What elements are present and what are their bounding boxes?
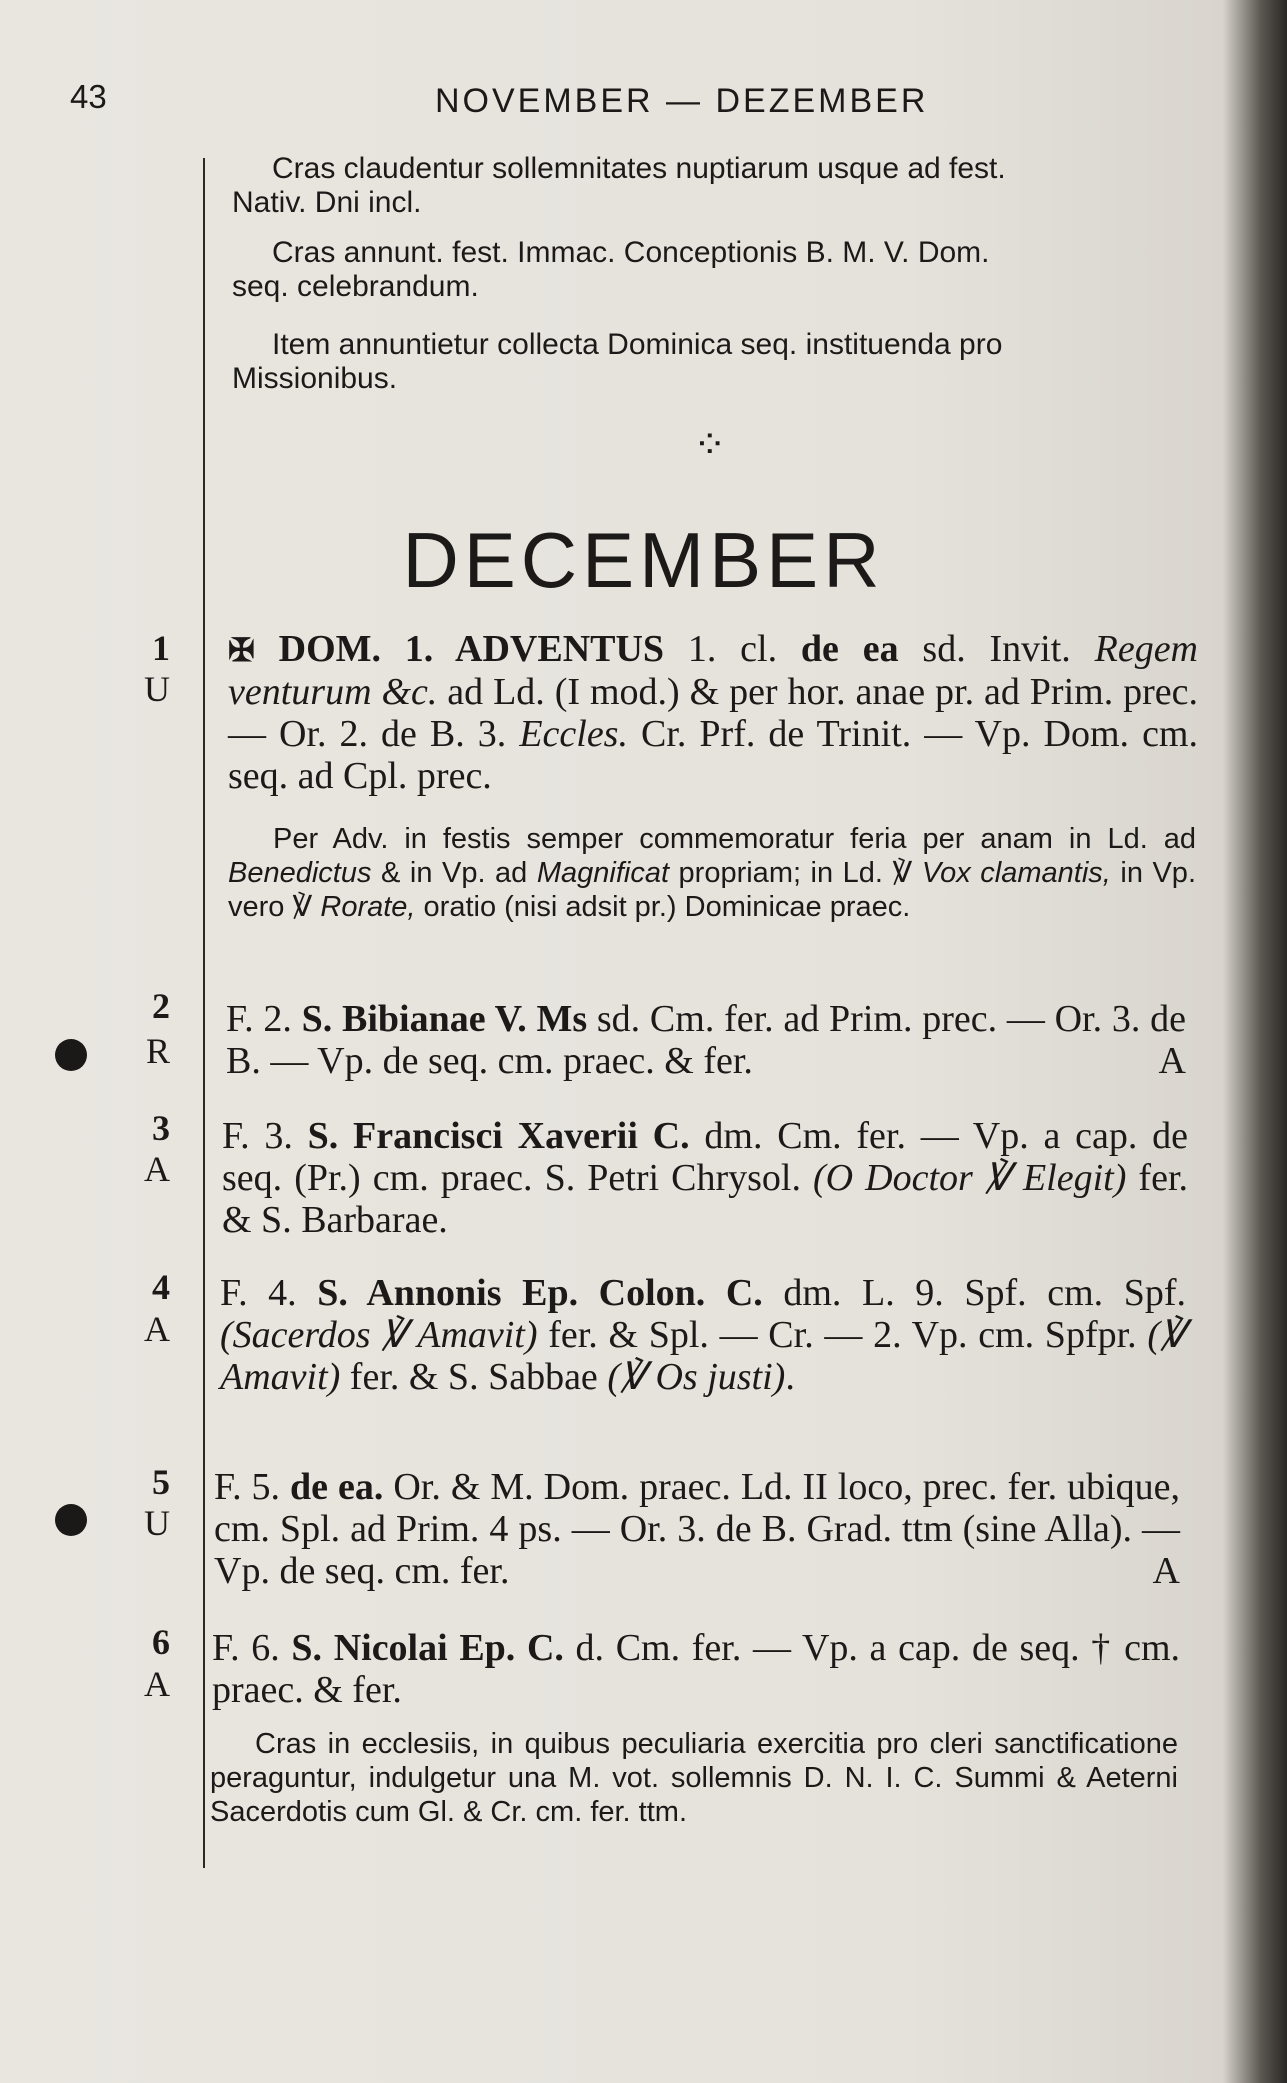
- day-letter: A: [144, 1309, 170, 1349]
- day-number: 5: [152, 1462, 170, 1502]
- moon-phase-icon: [55, 1039, 87, 1071]
- day-number: 4: [152, 1267, 170, 1307]
- entry-day-5: F. 5. de ea. Or. & M. Dom. praec. Ld. II loco, prec. fer. ubique, cm. Spl. ad Prim. 4 ps. — Or. 3. de B. Grad. ttm (sine Alla). — Vp. de seq. cm. fer. A: [214, 1466, 1181, 1592]
- notice-3: Item annuntietur collecta Dominica seq. instituenda pro Missionibus.: [232, 328, 1003, 395]
- rubric-note-day-1: Per Adv. in festis semper commemoratur feria per anam in Ld. ad Benedictus & in Vp. ad Magnificat propriam; in Ld. ℣ Vox clamantis, in Vp. vero ℣ Rorate, oratio (nisi adsit pr.) Dominicae praec.: [228, 823, 1196, 923]
- month-title: DECEMBER: [402, 516, 885, 604]
- notice-1: Cras claudentur sollemnitates nuptiarum usque ad fest. Nativ. Dni incl.: [232, 152, 1006, 219]
- rubric-note-day-6: Cras in ecclesiis, in quibus peculiaria exercitia pro cleri sanctificatione peraguntur, indulgetur una M. vot. sollemnis D. N. I. C. Summi & Aeterni Sacerdotis cum Gl. & Cr. cm. fer. ttm.: [210, 1728, 1178, 1828]
- end-marker: A: [1152, 1550, 1180, 1592]
- day-letter: A: [144, 1664, 170, 1704]
- moon-phase-icon: [55, 1504, 87, 1536]
- entry-day-6: F. 6. S. Nicolai Ep. C. d. Cm. fer. — Vp. a cap. de seq. † cm. praec. & fer.: [212, 1627, 1181, 1711]
- day-letter: R: [145, 1031, 170, 1071]
- day-number: 3: [152, 1108, 170, 1148]
- running-header: NOVEMBER — DEZEMBER: [435, 82, 929, 120]
- cross-icon: ✠: [228, 632, 255, 668]
- day-number: 6: [152, 1622, 170, 1662]
- day-number: 2: [152, 986, 170, 1026]
- day-number: 1: [152, 628, 170, 668]
- day-letter: U: [144, 1503, 170, 1543]
- day-letter: U: [144, 669, 170, 709]
- margin-rule: [203, 158, 205, 1868]
- end-marker: A: [1158, 1040, 1186, 1082]
- entry-day-4: F. 4. S. Annonis Ep. Colon. C. dm. L. 9. Spf. cm. Spf. (Sacerdos ℣ Amavit) fer. & Spl. — Cr. — 2. Vp. cm. Spfpr. (℣ Amavit) fer. & S. Sabbae (℣ Os justi).: [220, 1272, 1186, 1398]
- page-number: 43: [70, 78, 107, 115]
- entry-day-2: F. 2. S. Bibianae V. Ms sd. Cm. fer. ad Prim. prec. — Or. 3. de B. — Vp. de seq. cm. praec. & fer. A: [226, 998, 1186, 1082]
- entry-day-3: F. 3. S. Francisci Xaverii C. dm. Cm. fer. — Vp. a cap. de seq. (Pr.) cm. praec. S. Petri Chrysol. (O Doctor ℣ Elegit) fer. & S. Barbarae.: [222, 1115, 1189, 1241]
- entry-day-1: ✠ DOM. 1. ADVENTUS 1. cl. de ea sd. Invit. Regem venturum &c. ad Ld. (I mod.) & per hor. anae pr. ad Prim. prec. — Or. 2. de B. 3. Eccles. Cr. Prf. de Trinit. — Vp. Dom. cm. seq. ad Cpl. prec.: [228, 628, 1198, 797]
- notice-2: Cras annunt. fest. Immac. Conceptionis B. M. V. Dom. seq. celebrandum.: [232, 236, 990, 303]
- day-letter: A: [144, 1149, 170, 1189]
- ornament-icon: ⁘: [693, 422, 727, 467]
